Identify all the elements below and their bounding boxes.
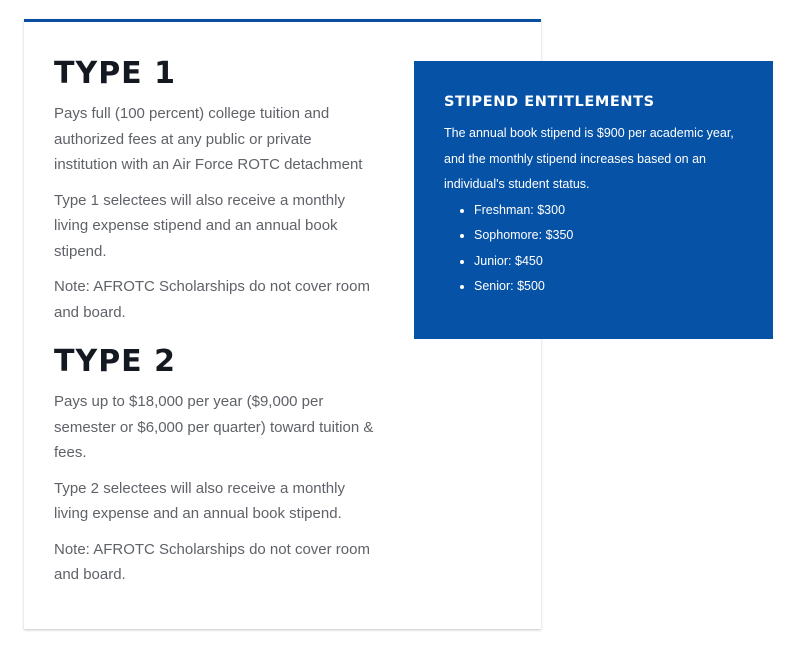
stipend-item-junior: • Junior: $450 <box>474 249 743 275</box>
type2-heading: TYPE 2 <box>54 344 176 379</box>
stipend-item-sophomore: • Sophomore: $350 <box>474 223 743 249</box>
stipend-item-senior: • Senior: $500 <box>474 274 743 300</box>
stipend-entitlements-box <box>414 61 773 339</box>
type2-paragraph-tuition: Pays up to $18,000 per year ($9,000 per semester or $6,000 per quarter) toward tuition & fees. <box>54 393 374 461</box>
stipend-title: STIPEND ENTITLEMENTS <box>444 94 655 110</box>
type2-paragraph-stipend: Type 2 selectees will also receive a monthly living expense and an annual book stipend. <box>54 479 345 522</box>
stipend-description: The annual book stipend is $900 per academic year, and the monthly stipend increases based on an individual's student status. <box>444 126 734 191</box>
type1-paragraph-tuition: Pays full (100 percent) college tuition and authorized fees at any public or private institution with an Air Force ROTC detachment <box>54 105 363 173</box>
type1-heading: TYPE 1 <box>54 56 176 91</box>
type1-paragraph-note: Note: AFROTC Scholarships do not cover room and board. <box>54 278 370 321</box>
stipend-item-freshman: • Freshman: $300 <box>474 198 743 224</box>
type1-paragraph-stipend: Type 1 selectees will also receive a monthly living expense stipend and an annual book stipend. <box>54 191 345 260</box>
scholarship-types-content <box>54 57 374 598</box>
type2-paragraph-note: Note: AFROTC Scholarships do not cover room and board. <box>54 540 370 583</box>
stipend-list <box>444 198 743 300</box>
